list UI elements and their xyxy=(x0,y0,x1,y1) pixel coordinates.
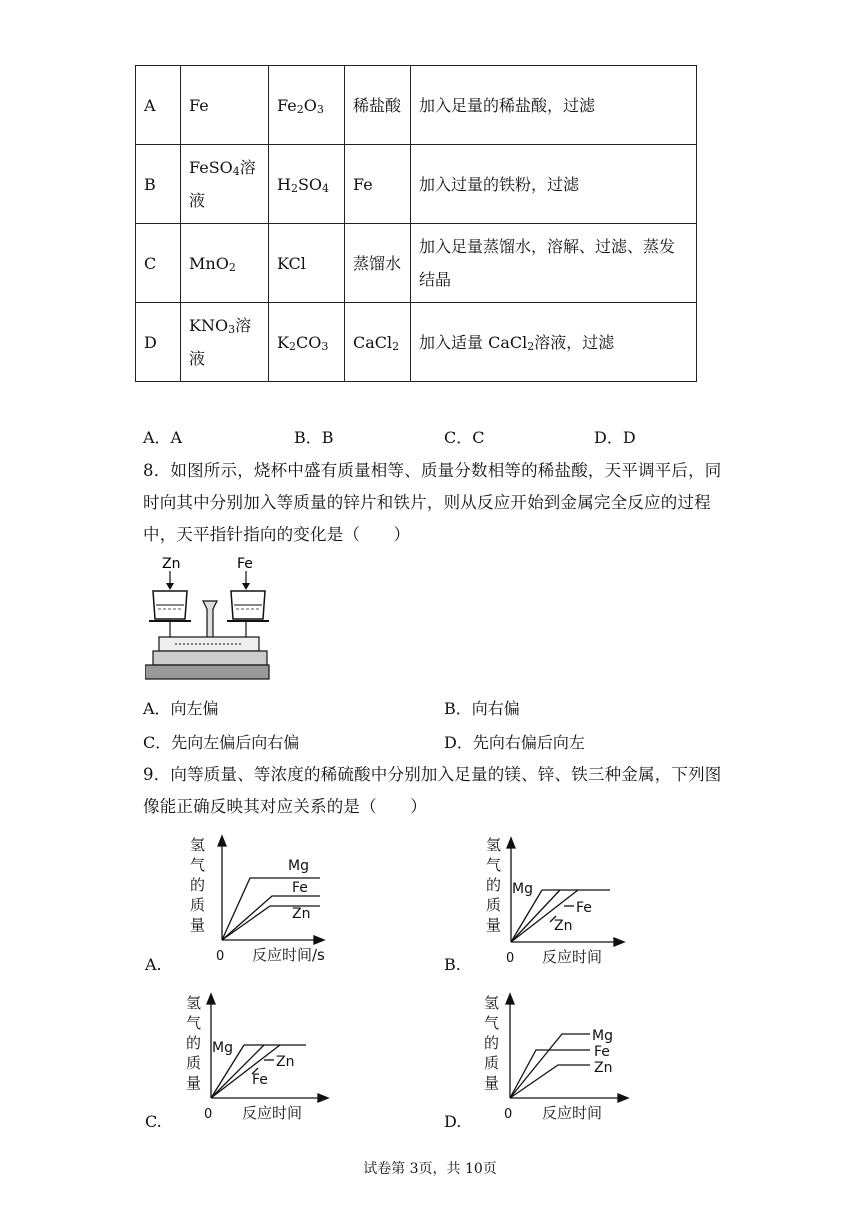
y-label-char: 的 xyxy=(486,876,502,894)
table-row xyxy=(136,66,697,145)
series-label-mg: Mg xyxy=(288,858,309,874)
fe-label: Fe xyxy=(237,556,253,572)
series-label-zn: Zn xyxy=(594,1060,613,1076)
y-label-char: 氢 xyxy=(186,994,202,1012)
q7-option-c[interactable]: C．C xyxy=(444,428,485,447)
y-label-char: 氢 xyxy=(190,836,206,854)
y-label-char: 氢 xyxy=(484,994,500,1012)
series-line-zn xyxy=(511,890,578,942)
origin-label: 0 xyxy=(204,1107,213,1122)
reagent-cell: Fe xyxy=(345,145,411,224)
series-label-fe: Fe xyxy=(252,1072,268,1088)
series-label-zn: Zn xyxy=(292,906,311,922)
y-label-char: 质 xyxy=(186,1054,202,1072)
graph-b xyxy=(478,830,648,975)
table-row xyxy=(136,224,697,303)
page-footer: 试卷第 3页，共 10页 xyxy=(363,1161,497,1177)
option-cell: A xyxy=(136,66,181,145)
x-axis-arrow-icon xyxy=(318,1094,328,1102)
impurity-cell: $Fe_2O_3$ xyxy=(269,66,345,145)
q8-option-b[interactable]: B．向右偏 xyxy=(444,699,520,718)
series-line-zn xyxy=(510,1065,590,1098)
reagent-cell: 稀盐酸 xyxy=(345,66,411,145)
q8-option-d[interactable]: D．先向右偏后向左 xyxy=(444,733,585,752)
q8-text: 8．如图所示，烧杯中盛有质量相等、质量分数相等的稀盐酸，天平调平后，同时向其中分别加入等质量的锌片和铁片，则从反应开始到金属完全反应的过程中，天平指针指向的变化是（ ） xyxy=(143,461,722,544)
series-line-mg xyxy=(511,890,542,942)
q8-option-c[interactable]: C．先向左偏后向右偏 xyxy=(143,733,300,752)
y-label-char: 的 xyxy=(186,1034,202,1052)
method-cell: 加入过量的铁粉，过滤 xyxy=(411,145,697,224)
substance-cell: FeSO$_4$溶液 xyxy=(181,145,269,224)
q7-option-a[interactable]: A．A xyxy=(143,428,183,447)
reagent-table xyxy=(135,65,697,382)
y-label-char: 量 xyxy=(190,916,206,934)
graph-d-letter[interactable]: D. xyxy=(444,1112,462,1131)
table-row xyxy=(136,145,697,224)
x-axis-label: 反应时间 xyxy=(542,1104,603,1122)
series-label-mg: Mg xyxy=(212,1040,233,1056)
y-label-char: 气 xyxy=(186,1014,202,1032)
y-label-char: 质 xyxy=(190,896,206,914)
option-cell: B xyxy=(136,145,181,224)
y-label-char: 氢 xyxy=(486,836,502,854)
origin-label: 0 xyxy=(216,949,225,964)
y-axis-arrow-icon xyxy=(207,994,215,1004)
substance-cell: MnO$_2$ xyxy=(181,224,269,303)
balance-base-icon xyxy=(145,601,269,679)
right-beaker-icon xyxy=(227,591,269,621)
x-axis-arrow-icon xyxy=(314,936,324,944)
y-label-char: 质 xyxy=(484,1054,500,1072)
impurity-cell: $H_2SO_4$ xyxy=(269,145,345,224)
origin-label: 0 xyxy=(506,951,515,966)
zn-label: Zn xyxy=(162,556,181,572)
y-label-char: 量 xyxy=(186,1074,202,1092)
x-axis-label: 反应时间/s xyxy=(252,946,325,964)
substance-cell: $KNO_3$溶液 xyxy=(181,303,269,382)
x-axis-arrow-icon xyxy=(614,938,624,946)
graph-a xyxy=(180,830,350,975)
left-beaker-icon xyxy=(149,591,191,621)
series-label-zn: Zn xyxy=(554,918,573,934)
method-cell: 加入适量 CaCl$_2$溶液，过滤 xyxy=(411,303,697,382)
table-row xyxy=(136,303,697,382)
y-axis-arrow-icon xyxy=(218,836,226,846)
graph-c-letter[interactable]: C. xyxy=(145,1112,162,1131)
y-label-char: 的 xyxy=(190,876,206,894)
series-label-fe: Fe xyxy=(576,900,592,916)
origin-label: 0 xyxy=(504,1107,513,1122)
q9-text: 9．向等质量、等浓度的稀硫酸中分别加入足量的镁、锌、铁三种金属，下列图像能正确反映其对应关系的是（ ） xyxy=(143,765,722,816)
y-label-char: 气 xyxy=(190,856,206,874)
q7-option-b[interactable]: B．B xyxy=(294,428,334,447)
impurity-cell: KCl xyxy=(269,224,345,303)
impurity-cell: $K_2CO_3$ xyxy=(269,303,345,382)
series-label-mg: Mg xyxy=(512,881,533,897)
y-label-char: 量 xyxy=(484,1074,500,1092)
graph-d xyxy=(478,988,648,1133)
series-label-fe: Fe xyxy=(292,880,308,896)
y-label-char: 气 xyxy=(484,1014,500,1032)
series-line-mg xyxy=(510,1034,590,1098)
y-axis-arrow-icon xyxy=(507,838,515,848)
y-axis-arrow-icon xyxy=(506,994,514,1004)
series-label-fe: Fe xyxy=(594,1044,610,1060)
q7-option-d[interactable]: D．D xyxy=(594,428,636,447)
series-line-fe xyxy=(510,1050,590,1098)
option-cell: D xyxy=(136,303,181,382)
reagent-cell: CaCl$_2$ xyxy=(345,303,411,382)
graph-b-letter[interactable]: B. xyxy=(444,955,461,974)
x-axis-arrow-icon xyxy=(618,1094,628,1102)
option-cell: C xyxy=(136,224,181,303)
reagent-cell: 蒸馏水 xyxy=(345,224,411,303)
y-label-char: 气 xyxy=(486,856,502,874)
series-label-zn: Zn xyxy=(276,1054,295,1070)
y-label-char: 的 xyxy=(484,1034,500,1052)
method-cell: 加入足量的稀盐酸，过滤 xyxy=(411,66,697,145)
y-label-char: 量 xyxy=(486,916,502,934)
series-line-fe xyxy=(511,890,560,942)
q8-option-a[interactable]: A．向左偏 xyxy=(143,699,219,718)
method-cell: 加入足量蒸馏水，溶解、过滤、蒸发结晶 xyxy=(411,224,697,303)
x-axis-label: 反应时间 xyxy=(242,1104,303,1122)
y-label-char: 质 xyxy=(486,896,502,914)
substance-cell: Fe xyxy=(181,66,269,145)
graph-a-letter[interactable]: A. xyxy=(145,955,162,974)
x-axis-label: 反应时间 xyxy=(542,948,603,966)
graph-c xyxy=(180,988,350,1133)
series-label-mg: Mg xyxy=(592,1028,613,1044)
balance-figure xyxy=(145,553,275,683)
